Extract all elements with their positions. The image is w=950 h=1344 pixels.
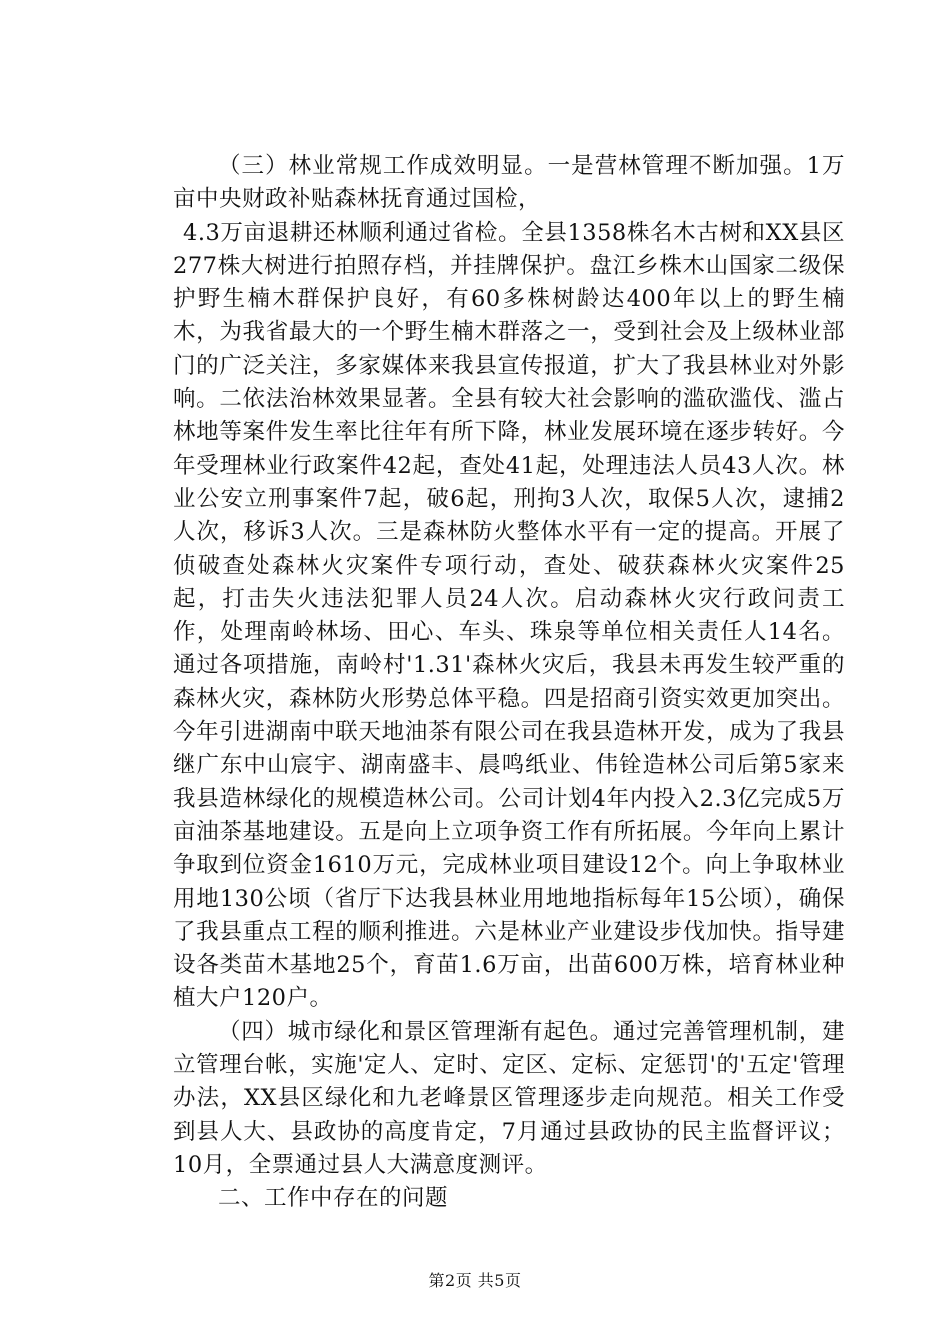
paragraph-urban-greening: （四）城市绿化和景区管理渐有起色。通过完善管理机制，建立管理台帐，实施'定人、定时、定区、定标、定惩罚'的'五定'管理办法，XX县区绿化和九老峰景区管理逐步走向规范。相关工作受到县人大、县政协的高度肯定，7月通过县政协的民主监督评议；10月，全票通过县人大满意度测评。 xyxy=(173,1018,845,1178)
paragraph-forestry-routine-work: （三）林业常规工作成效明显。一是营林管理不断加强。1万亩中央财政补贴森林抚育通过国检， xyxy=(173,153,845,213)
paragraph-forestry-details: 4.3万亩退耕还林顺利通过省检。全县1358株名木古树和XX县区277株大树进行拍照存档，并挂牌保护。盘江乡株木山国家二级保护野生楠木群保护良好，有60多株树龄达400年以上的野生楠木，为我省最大的一个野生楠木群落之一，受到社会及上级林业部门的广泛关注，多家媒体来我县宣传报道，扩大了我县林业对外影响。二依法治林效果显著。全县有较大社会影响的滥砍滥伐、滥占林地等案件发生率比往年有所下降，林业发展环境在逐步转好。今年受理林业行政案件42起，查处41起，处理违法人员43人次。林业公安立刑事案件7起，破6起，刑拘3人次，取保5人次，逮捕2人次，移诉3人次。三是森林防火整体水平有一定的提高。开展了侦破查处森林火灾案件专项行动，查处、破获森林火灾案件25起，打击失火违法犯罪人员24人次。启动森林火灾行政问责工作，处理南岭林场、田心、车头、珠泉等单位相关责任人14名。通过各项措施，南岭村'1.31'森林火灾后，我县未再发生较严重的森林火灾，森林防火形势总体平稳。四是招商引资实效更加突出。今年引进湖南中联天地油茶有限公司在我县造林开发，成为了我县继广东中山宸宇、湖南盛丰、晨鸣纸业、伟铨造林公司后第5家来我县造林绿化的规模造林公司。公司计划4年内投入2.3亿完成5万亩油茶基地建设。五是向上立项争资工作有所拓展。今年向上累计争取到位资金1610万元，完成林业项目建设12个。向上争取林业用地130公顷（省厅下达我县林业用地地指标每年15公顷），确保了我县重点工程的顺利推进。六是林业产业建设步伐加快。指导建设各类苗木基地25个，育苗1.6万亩，出苗600万株，培育林业种植大户120户。 xyxy=(173,219,845,1012)
page-number-footer: 第2页 共5页 xyxy=(428,1271,522,1290)
document-body xyxy=(173,150,845,1216)
section-heading-problems: 二、工作中存在的问题 xyxy=(218,1185,449,1212)
